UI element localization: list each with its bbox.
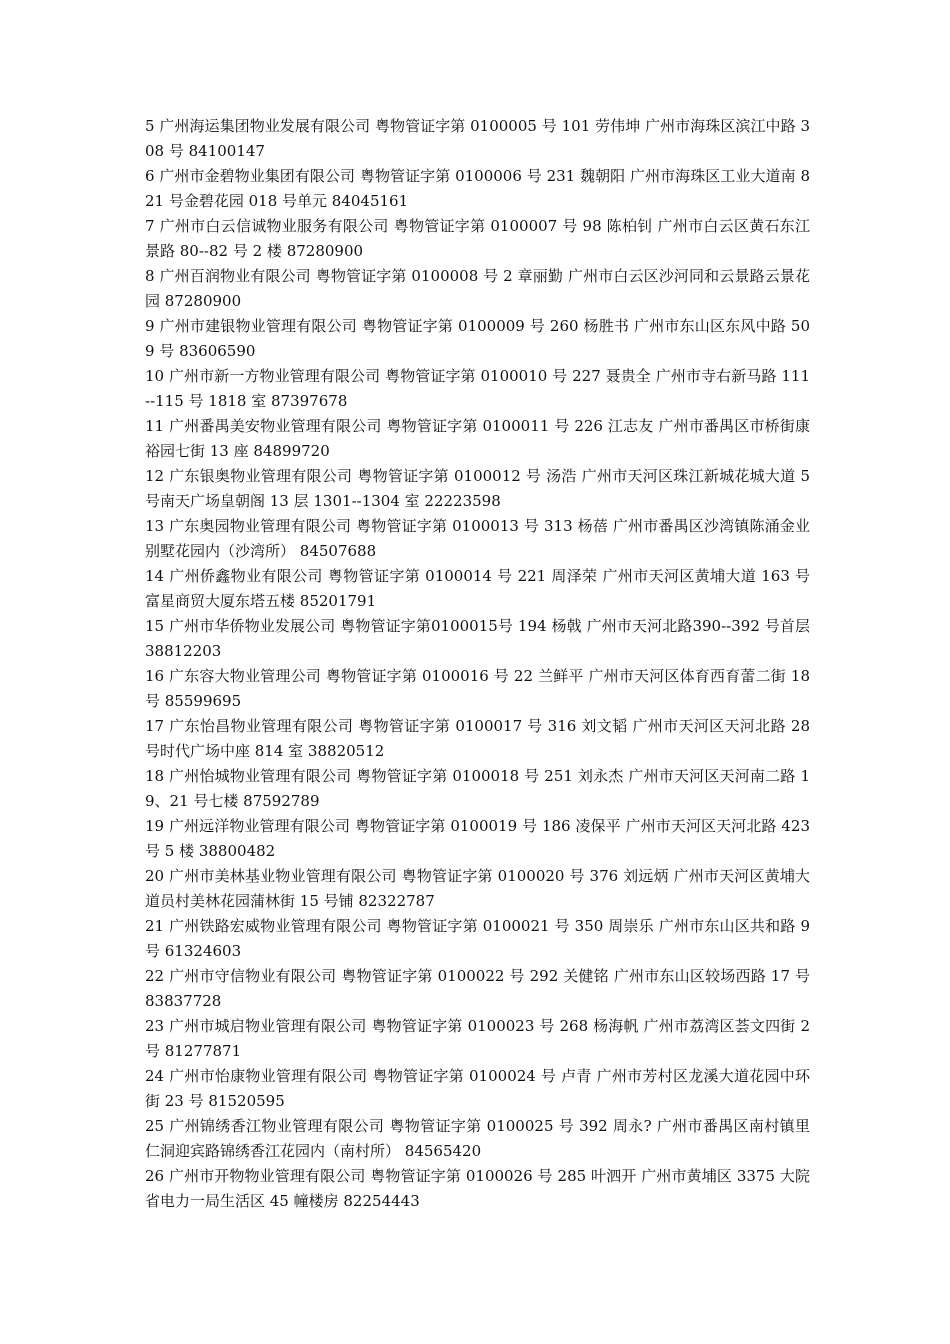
company-entry-9: 9 广州市建银物业管理有限公司 粤物管证字第 0100009 号 260 杨胜书 广州市东山区东风中路 509 号 83606590	[145, 317, 810, 360]
company-entry-25: 25 广州锦绣香江物业管理有限公司 粤物管证字第 0100025 号 392 周永? 广州市番禺区南村镇里仁洞迎宾路锦绣香江花园内（南村所） 84565420	[145, 1117, 810, 1160]
company-entry-26: 26 广州市开物物业管理有限公司 粤物管证字第 0100026 号 285 叶泗开 广州市黄埔区 3375 大院省电力一局生活区 45 幢楼房 82254443	[145, 1167, 810, 1210]
company-entry-17: 17 广东怡昌物业管理有限公司 粤物管证字第 0100017 号 316 刘文韬 广州市天河区天河北路 28 号时代广场中座 814 室 38820512	[145, 717, 810, 760]
company-entry-12: 12 广东银奥物业管理有限公司 粤物管证字第 0100012 号 汤浩 广州市天河区珠江新城花城大道 5 号南天广场皇朝阁 13 层 1301--1304 室 22223598	[145, 467, 810, 510]
company-entry-21: 21 广州铁路宏威物业管理有限公司 粤物管证字第 0100021 号 350 周崇乐 广州市东山区共和路 9 号 61324603	[145, 917, 810, 960]
company-entry-20: 20 广州市美林基业物业管理有限公司 粤物管证字第 0100020 号 376 刘远炳 广州市天河区黄埔大道员村美林花园蒲林街 15 号铺 82322787	[145, 867, 810, 910]
company-entry-10: 10 广州市新一方物业管理有限公司 粤物管证字第 0100010 号 227 聂贵全 广州市寺右新马路 111--115 号 1818 室 87397678	[145, 367, 810, 410]
company-entry-5: 5 广州海运集团物业发展有限公司 粤物管证字第 0100005 号 101 劳伟坤 广州市海珠区滨江中路 308 号 84100147	[145, 117, 810, 160]
company-entry-23: 23 广州市城启物业管理有限公司 粤物管证字第 0100023 号 268 杨海帆 广州市荔湾区荟文四街 2 号 81277871	[145, 1017, 810, 1060]
company-entry-16: 16 广东容大物业管理公司 粤物管证字第 0100016 号 22 兰鲜平 广州市天河区体育西育蕾二街 18 号 85599695	[145, 667, 810, 710]
company-entry-19: 19 广州远洋物业管理有限公司 粤物管证字第 0100019 号 186 凌保平 广州市天河区天河北路 423 号 5 楼 38800482	[145, 817, 810, 860]
company-entry-22: 22 广州市守信物业有限公司 粤物管证字第 0100022 号 292 关健铭 广州市东山区较场西路 17 号 83837728	[145, 967, 810, 1010]
company-entry-7: 7 广州市白云信诚物业服务有限公司 粤物管证字第 0100007 号 98 陈柏钊 广州市白云区黄石东江景路 80--82 号 2 楼 87280900	[145, 217, 810, 260]
company-entry-11: 11 广州番禺美安物业管理有限公司 粤物管证字第 0100011 号 226 江志友 广州市番禺区市桥街康裕园七街 13 座 84899720	[145, 417, 810, 460]
document-page	[145, 114, 810, 1214]
company-entry-18: 18 广州怡城物业管理有限公司 粤物管证字第 0100018 号 251 刘永杰 广州市天河区天河南二路 19、21 号七楼 87592789	[145, 767, 810, 810]
company-entry-8: 8 广州百润物业有限公司 粤物管证字第 0100008 号 2 章丽勤 广州市白云区沙河同和云景路云景花园 87280900	[145, 267, 810, 310]
company-entry-13: 13 广东奥园物业管理有限公司 粤物管证字第 0100013 号 313 杨蓓 广州市番禺区沙湾镇陈涌金业别墅花园内（沙湾所） 84507688	[145, 517, 810, 560]
company-entry-6: 6 广州市金碧物业集团有限公司 粤物管证字第 0100006 号 231 魏朝阳 广州市海珠区工业大道南 821 号金碧花园 018 号单元 84045161	[145, 167, 810, 210]
company-entry-15: 15 广州市华侨物业发展公司 粤物管证字第0100015号 194 杨戟 广州市天河北路390--392 号首层 38812203	[145, 617, 810, 660]
company-entry-14: 14 广州侨鑫物业有限公司 粤物管证字第 0100014 号 221 周泽荣 广州市天河区黄埔大道 163 号富星商贸大厦东塔五楼 85201791	[145, 567, 810, 610]
company-entry-24: 24 广州市怡康物业管理有限公司 粤物管证字第 0100024 号 卢青 广州市芳村区龙溪大道花园中环街 23 号 81520595	[145, 1067, 810, 1110]
